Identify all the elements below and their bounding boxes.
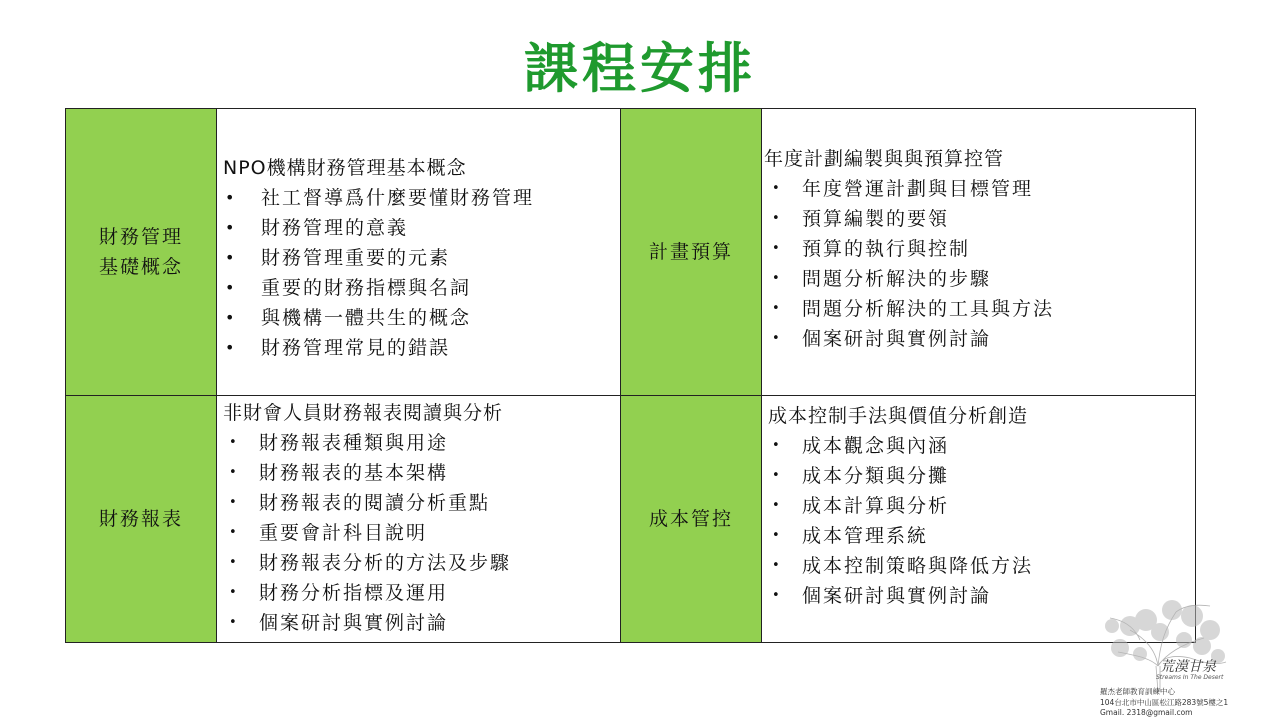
list-item: • 成本控制策略與降低方法 [762, 551, 1195, 581]
category-cell-financial-statements [66, 396, 217, 643]
topic-list [762, 431, 1195, 611]
content-cell-budget-plan [762, 109, 1196, 396]
logo-address-line: 羅杰老師教育訓練中心 [1100, 687, 1175, 696]
list-item: • 預算編製的要領 [762, 204, 1195, 234]
list-item: • 財務管理的意義 [217, 213, 620, 243]
list-item: • 成本觀念與內涵 [762, 431, 1195, 461]
category-label: 財務管理 [98, 226, 183, 248]
list-item: • 成本管理系統 [762, 521, 1195, 551]
list-item: • 財務報表的閱讀分析重點 [217, 488, 620, 518]
content-cell-financial-statements [217, 396, 621, 643]
list-item: • 財務報表種類與用途 [217, 428, 620, 458]
category-cell-budget-plan [621, 109, 762, 396]
list-item: • 財務報表的基本架構 [217, 458, 620, 488]
logo-address-line: Gmail. 2318@gmail.com [1100, 708, 1193, 717]
category-cell-basic-concepts [66, 109, 217, 396]
list-item: • 財務管理常見的錯誤 [217, 333, 620, 363]
list-item: • 問題分析解決的工具與方法 [762, 294, 1195, 324]
course-schedule-table [65, 108, 1196, 643]
topic-list [217, 428, 620, 638]
list-item: • 社工督導爲什麼要懂財務管理 [217, 183, 620, 213]
slide-title: 課程安排 [524, 37, 756, 100]
logo-subtitle: Streams In The Desert [1156, 674, 1224, 681]
section-heading: 非財會人員財務報表閱讀與分析 [223, 402, 504, 424]
list-item: • 成本計算與分析 [762, 491, 1195, 521]
list-item: • 財務報表分析的方法及步驟 [217, 548, 620, 578]
category-cell-cost-control [621, 396, 762, 643]
list-item: • 預算的執行與控制 [762, 234, 1195, 264]
content-cell-basic-concepts [217, 109, 621, 396]
category-label: 計畫預算 [648, 241, 733, 263]
topic-list [762, 174, 1195, 354]
list-item: • 重要會計科目說明 [217, 518, 620, 548]
section-heading: NPO機構財務管理基本概念 [223, 157, 467, 179]
list-item: • 財務分析指標及運用 [217, 578, 620, 608]
logo-address-line: 104台北市中山區松江路283號5樓之1 [1100, 698, 1229, 707]
section-heading: 年度計劃編製與與預算控管 [764, 148, 1005, 170]
section-heading: 成本控制手法與價值分析創造 [768, 405, 1029, 427]
logo-signature: 荒漠甘泉 [1160, 659, 1216, 675]
category-label: 成本管控 [648, 508, 733, 530]
list-item: • 成本分類與分攤 [762, 461, 1195, 491]
category-label: 基礎概念 [98, 256, 183, 278]
list-item: • 個案研討與實例討論 [217, 608, 620, 638]
list-item: • 個案研討與實例討論 [762, 581, 1195, 611]
category-label: 財務報表 [98, 508, 183, 530]
list-item: • 重要的財務指標與名詞 [217, 273, 620, 303]
list-item: • 個案研討與實例討論 [762, 324, 1195, 354]
list-item: • 財務管理重要的元素 [217, 243, 620, 273]
topic-list [217, 183, 620, 363]
list-item: • 與機構一體共生的概念 [217, 303, 620, 333]
list-item: • 問題分析解決的步驟 [762, 264, 1195, 294]
list-item: • 年度營運計劃與目標管理 [762, 174, 1195, 204]
